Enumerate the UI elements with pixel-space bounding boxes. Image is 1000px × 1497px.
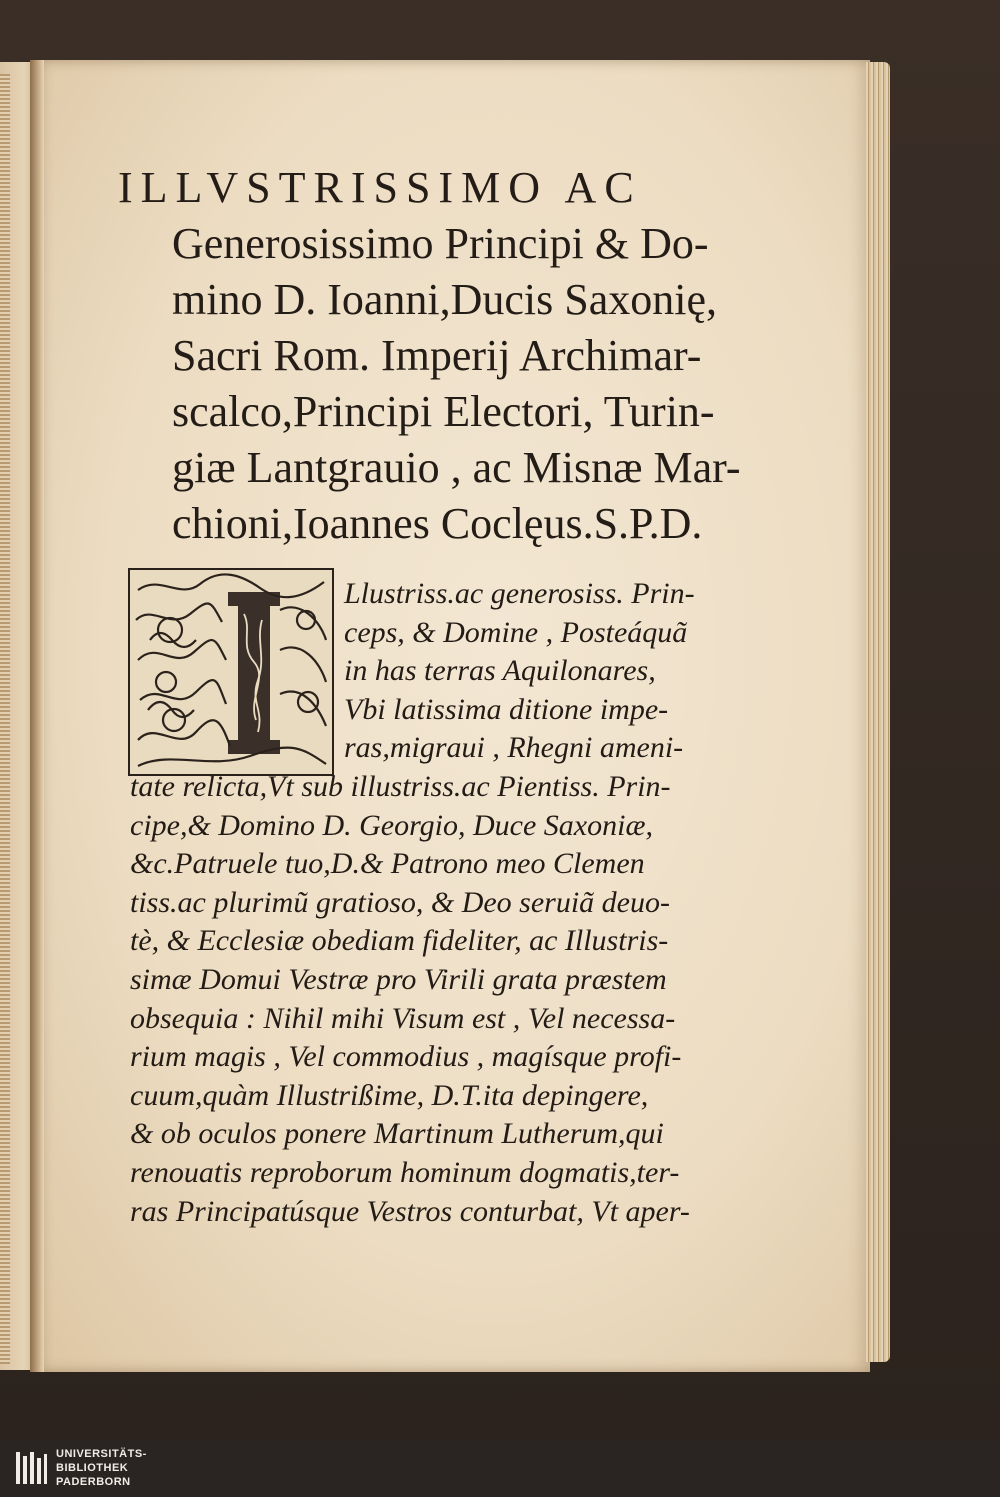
body-text-main [130, 768, 690, 1231]
heading-line: Sacri Rom. Imperij Archimar- [172, 331, 702, 380]
text-line: cipe,& Domino D. Georgio, Duce Saxoniæ, [130, 808, 653, 842]
text-line: Llustriss.ac generosiss. Prin- [344, 577, 695, 610]
text-line: ceps, & Domine , Posteáquã [344, 615, 688, 649]
text-line: rium magis , Vel commodius , magísque profi- [130, 1040, 682, 1074]
text-line: tate relicta,Vt sub illustriss.ac Pientiss. Prin- [130, 770, 671, 803]
logo-line: UNIVERSITÄTS- [56, 1448, 147, 1460]
logo-line: BIBLIOTHEK [56, 1462, 129, 1474]
text-line: & ob oculos ponere Martinum Lutherum,qui [130, 1117, 664, 1151]
book-gutter [30, 60, 44, 1372]
text-line: tiss.ac plurimũ gratioso, & Deo seruiã deuo- [130, 885, 670, 919]
text-line: Vbi latissima ditione impe- [344, 692, 669, 726]
woodcut-initial-icon [130, 570, 332, 774]
heading-first-line: ILLVSTRISSIMO AC [118, 163, 642, 212]
heading-line: chioni,Ioannes Coclęus.S.P.D. [172, 499, 703, 548]
heading-line: Generosissimo Principi & Do- [172, 219, 709, 268]
heading-line: scalco,Principi Electori, Turin- [172, 387, 715, 436]
body-text-beside-initial [344, 575, 695, 768]
text-line: &c.Patruele tuo,D.& Patrono meo Clemen [130, 847, 645, 881]
text-line: obsequia : Nihil mihi Visum est , Vel necessa- [130, 1001, 676, 1035]
text-line: simæ Domui Vestræ pro Virili grata præstem [130, 962, 667, 996]
text-line: ras,migraui , Rhegni ameni- [344, 731, 684, 765]
text-line: ras Principatúsque Vestros conturbat, Vt aper- [130, 1194, 690, 1228]
page-stack-edge [866, 62, 890, 1362]
left-page-edge [0, 74, 10, 1364]
footer-bar [0, 1440, 1000, 1497]
library-logo-text [56, 1447, 147, 1489]
text-line: tè, & Ecclesiæ obediam fideliter, ac Illustris- [130, 924, 669, 958]
library-logo-icon [14, 1448, 48, 1488]
dedication-heading [118, 160, 741, 552]
logo-line: PADERBORN [56, 1476, 131, 1488]
heading-line: mino D. Ioanni,Ducis Saxonię, [172, 275, 718, 324]
text-line: renouatis reproborum hominum dogmatis,ter- [130, 1155, 680, 1189]
text-line: cuum,quàm Illustrißime, D.T.ita depingere, [130, 1078, 649, 1112]
text-line: in has terras Aquilonares, [344, 654, 656, 688]
decorated-initial-letter [128, 568, 334, 776]
heading-line: giæ Lantgrauio , ac Misnæ Mar- [172, 443, 741, 492]
